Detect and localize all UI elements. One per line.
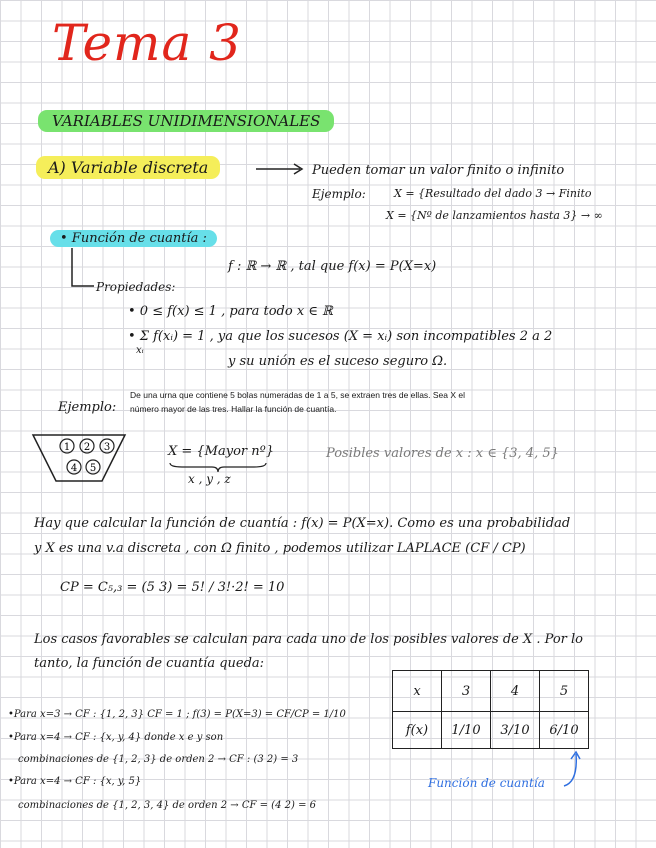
case-x4-line1: •Para x=4 → CF : {x, y, 4} donde x e y son [8, 732, 224, 743]
arrow-right-icon [256, 162, 306, 176]
table-cell: 4 [491, 671, 540, 712]
definition: f : ℝ → ℝ , tal que f(x) = P(X=x) [228, 259, 437, 274]
example-line-infinite: X = {Nº de lanzamientos hasta 3} → ∞ [386, 209, 603, 222]
example-statement-line1: De una urna que contiene 5 bolas numeradas de 1 a 5, se extraen tres de ellas. Sea X el [130, 390, 466, 400]
ball-2-label: 2 [83, 442, 91, 453]
funcion-cuantia-label-text: • Función de cuantía : [50, 230, 217, 247]
subsection-label [36, 158, 220, 177]
table-cell: f(x) [393, 712, 442, 749]
section-heading [38, 112, 334, 130]
cuantia-table [392, 670, 589, 749]
urn-drawing [30, 432, 128, 484]
table-row [393, 712, 589, 749]
table-cell: 3/10 [491, 712, 540, 749]
properties-label: Propiedades: [96, 280, 176, 294]
example-label-1: Ejemplo: [312, 187, 366, 201]
subsection-arrow-text: Pueden tomar un valor finito o infinito [312, 163, 565, 178]
table-cell: 1/10 [442, 712, 491, 749]
example-statement-line2: número mayor de las tres. Hallar la función de cuantía. [130, 404, 337, 414]
subsection-label-text: A) Variable discreta [36, 156, 220, 179]
calc-line-1: Hay que calcular la función de cuantía : f(x) = P(X=x). Como es una probabilidad [34, 516, 571, 531]
funcion-cuantia-label [50, 231, 217, 246]
bracket-arrow-icon [68, 248, 98, 292]
section-heading-text: VARIABLES UNIDIMENSIONALES [38, 110, 334, 132]
x-variables: x , y , z [188, 472, 231, 486]
favorables-line-2: tanto, la función de cuantía queda: [34, 656, 265, 671]
ball-4-label: 4 [70, 463, 78, 474]
table-cell: 3 [442, 671, 491, 712]
example-label-2: Ejemplo: [58, 400, 117, 415]
case-x5-line2: combinaciones de {1, 2, 3, 4} de orden 2 → CF = (4 2) = 6 [18, 800, 316, 811]
table-cell: x [393, 671, 442, 712]
ball-3-label: 3 [103, 442, 111, 453]
table-cell: 6/10 [540, 712, 589, 749]
property-2-line1: • Σ f(xᵢ) = 1 , ya que los sucesos (X = xᵢ) son incompatibles 2 a 2 [128, 329, 553, 344]
case-x3: •Para x=3 → CF : {1, 2, 3} CF = 1 ; f(3) = P(X=3) = CF/CP = 1/10 [8, 709, 346, 720]
table-caption: Función de cuantía [428, 776, 545, 790]
x-definition: X = {Mayor nº} [168, 444, 275, 459]
calc-line-2: y X es una v.a discreta , con Ω finito , podemos utilizar LAPLACE (CF / CP) [34, 541, 526, 556]
case-x5-line1: •Para x=4 → CF : {x, y, 5} [8, 776, 142, 787]
property-2-subscript: xᵢ [136, 345, 144, 356]
ball-5-label: 5 [89, 463, 97, 474]
case-x4-line2: combinaciones de {1, 2, 3} de orden 2 → CF : (3 2) = 3 [18, 754, 299, 765]
page-title: Tema 3 [52, 14, 242, 72]
possible-values: Posibles valores de x : x ∈ {3, 4, 5} [326, 446, 559, 461]
property-2-line2: y su unión es el suceso seguro Ω. [228, 354, 448, 369]
table-cell: 5 [540, 671, 589, 712]
table-header-row [393, 671, 589, 712]
cp-formula: CP = C₅,₃ = (5 3) = 5! / 3!·2! = 10 [60, 580, 285, 595]
curved-arrow-icon [560, 748, 584, 790]
example-line-finite: X = {Resultado del dado 3 → Finito [394, 187, 592, 200]
property-1: • 0 ≤ f(x) ≤ 1 , para todo x ∈ ℝ [128, 304, 333, 319]
favorables-line-1: Los casos favorables se calculan para cada uno de los posibles valores de X . Por lo [34, 632, 583, 647]
ball-1-label: 1 [63, 442, 71, 453]
